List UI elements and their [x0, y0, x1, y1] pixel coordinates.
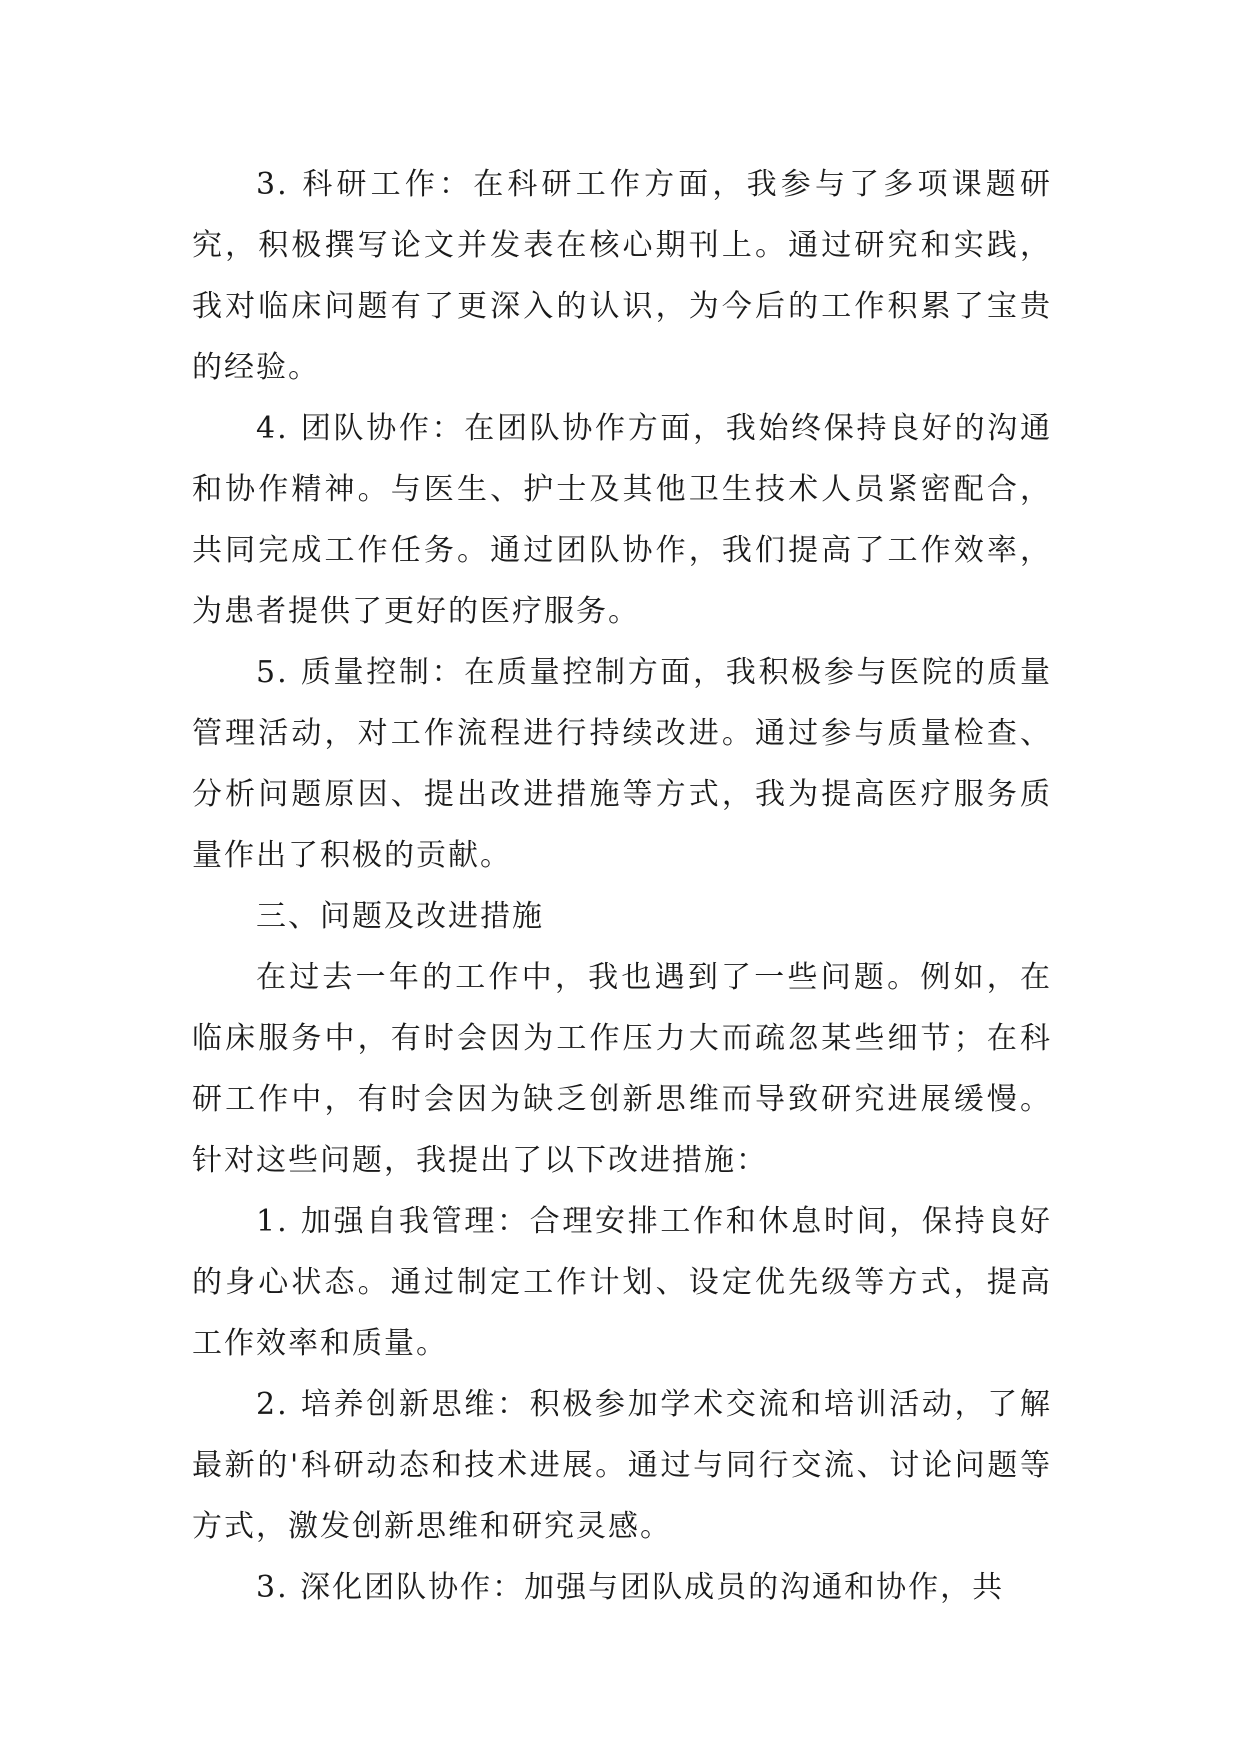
paragraph-research-work: 3. 科研工作：在科研工作方面，我参与了多项课题研究，积极撰写论文并发表在核心期刊上。通过研究和实践，我对临床问题有了更深入的认识，为今后的工作积累了宝贵的经验。 — [192, 167, 1052, 385]
document-body — [192, 154, 1052, 1618]
paragraph-deepen-collaboration: 3. 深化团队协作：加强与团队成员的沟通和协作，共 — [256, 1570, 1005, 1605]
section-heading-problems-improvements: 三、问题及改进措施 — [256, 899, 544, 934]
paragraph-innovative-thinking: 2. 培养创新思维：积极参加学术交流和培训活动，了解最新的'科研动态和技术进展。通过与同行交流、讨论问题等方式，激发创新思维和研究灵感。 — [192, 1387, 1052, 1544]
paragraph-self-management: 1. 加强自我管理：合理安排工作和休息时间，保持良好的身心状态。通过制定工作计划、设定优先级等方式，提高工作效率和质量。 — [192, 1204, 1052, 1361]
paragraph-quality-control: 5. 质量控制：在质量控制方面，我积极参与医院的质量管理活动，对工作流程进行持续改进。通过参与质量检查、分析问题原因、提出改进措施等方式，我为提高医疗服务质量作出了积极的贡献。 — [192, 655, 1052, 873]
paragraph-problems-intro: 在过去一年的工作中，我也遇到了一些问题。例如，在临床服务中，有时会因为工作压力大而疏忽某些细节；在科研工作中，有时会因为缺乏创新思维而导致研究进展缓慢。针对这些问题，我提出了以下改进措施： — [192, 960, 1052, 1178]
paragraph-team-collaboration: 4. 团队协作：在团队协作方面，我始终保持良好的沟通和协作精神。与医生、护士及其他卫生技术人员紧密配合，共同完成工作任务。通过团队协作，我们提高了工作效率，为患者提供了更好的医疗服务。 — [192, 411, 1052, 629]
